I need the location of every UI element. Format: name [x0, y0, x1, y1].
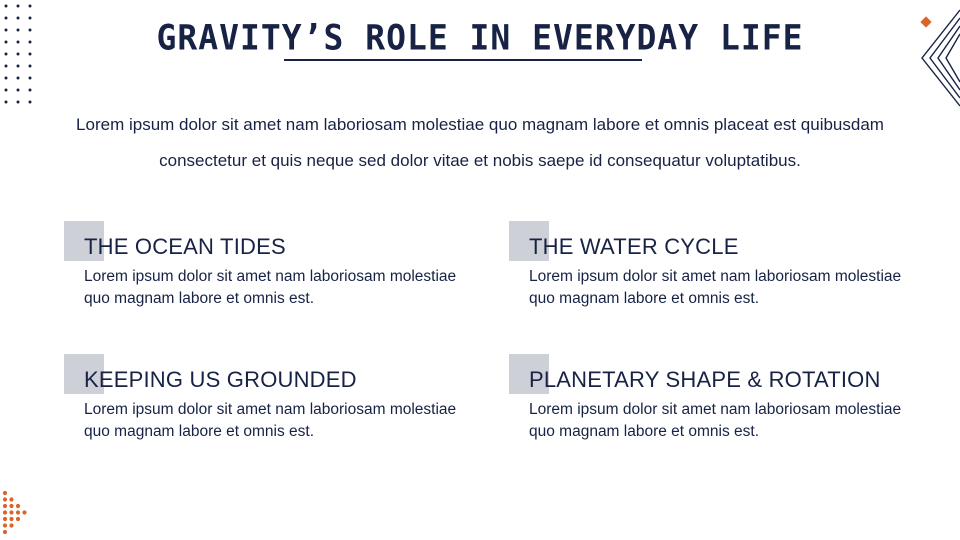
decor-dot [16, 510, 20, 514]
card-heading: KEEPING US GROUNDED [84, 367, 357, 392]
decor-dot [16, 517, 20, 521]
decor-dot [17, 65, 20, 68]
triangle-dot-pattern-icon [0, 485, 45, 540]
card-planetary-shape [509, 354, 909, 454]
card-ocean-tides [64, 221, 464, 321]
decor-dot [29, 65, 32, 68]
decor-dot [9, 497, 13, 501]
card-water-cycle [509, 221, 909, 321]
decor-dot [3, 497, 7, 501]
card-body: Lorem ipsum dolor sit amet nam laboriosam molestiae quo magnam labore et omnis est. [529, 401, 902, 440]
decor-dot [29, 77, 32, 80]
decor-dot [5, 77, 8, 80]
card-heading: THE WATER CYCLE [529, 234, 739, 259]
decor-dot [3, 504, 7, 508]
decor-dot [22, 510, 26, 514]
decor-dot [29, 5, 32, 8]
decor-dot [3, 530, 7, 534]
decor-dot [3, 491, 7, 495]
decor-dot [5, 89, 8, 92]
intro-paragraph: Lorem ipsum dolor sit amet nam laboriosam molestiae quo magnam labore et omnis placeat est quibusdam consectetur et quis neque sed dolor vitae et nobis saepe id consequatur voluptatibus. [76, 115, 884, 170]
slide-title: GRAVITY’S ROLE IN EVERYDAY LIFE [156, 17, 804, 58]
decor-dot [17, 89, 20, 92]
decor-dot [5, 101, 8, 104]
decor-dot [3, 523, 7, 527]
decor-dot [17, 77, 20, 80]
decor-dot [5, 5, 8, 8]
card-heading: THE OCEAN TIDES [84, 234, 286, 259]
card-body: Lorem ipsum dolor sit amet nam laboriosam molestiae quo magnam labore et omnis est. [84, 401, 457, 440]
decor-dot [9, 504, 13, 508]
decor-dot [3, 510, 7, 514]
decor-dot [5, 65, 8, 68]
title-underline [284, 59, 642, 61]
card-body: Lorem ipsum dolor sit amet nam laboriosam molestiae quo magnam labore et omnis est. [84, 268, 457, 307]
decor-dot [16, 504, 20, 508]
card-body: Lorem ipsum dolor sit amet nam laboriosam molestiae quo magnam labore et omnis est. [529, 268, 902, 307]
decor-dot [29, 89, 32, 92]
decor-dot [29, 101, 32, 104]
decor-dot [17, 101, 20, 104]
decor-dot [9, 517, 13, 521]
decor-dot [9, 510, 13, 514]
card-heading: PLANETARY SHAPE & ROTATION [529, 367, 881, 392]
decor-dot [9, 523, 13, 527]
card-keeping-grounded [64, 354, 464, 454]
decor-dot [17, 5, 20, 8]
decor-dot [3, 517, 7, 521]
